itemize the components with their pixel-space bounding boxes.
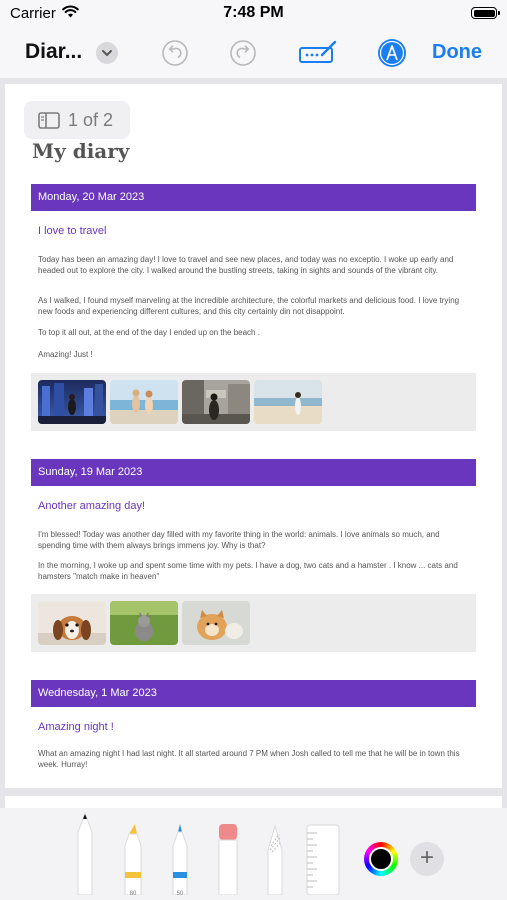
- sidebar-icon: [38, 112, 60, 129]
- photo-gallery: [31, 373, 476, 431]
- entry-title: Amazing night !: [38, 721, 114, 733]
- pen-size-label: 50: [176, 891, 184, 897]
- city-night-photo: [38, 380, 106, 424]
- ruler-tool[interactable]: [305, 823, 341, 900]
- pencil-tool[interactable]: [167, 820, 193, 900]
- entry-date-header: Monday, 20 Mar 2023: [31, 184, 476, 211]
- entry-paragraph: To top it all out, at the end of the day I ended up on the beach .: [38, 328, 260, 337]
- chevron-down-icon[interactable]: [96, 42, 118, 64]
- clock: 7:48 PM: [223, 4, 284, 21]
- add-tool-button[interactable]: +: [410, 842, 444, 876]
- pencil-markup-icon[interactable]: [377, 38, 407, 68]
- entry-paragraph: I'm blessed! Today was another day filled with my favorite thing in the world: animals. I love animals so much, and spending time with them always brings immens joy. Why is that?: [38, 530, 440, 550]
- marker-size-label: 80: [129, 891, 137, 897]
- battery-icon: [471, 7, 497, 19]
- entry-paragraph: As I walked, I found myself marveling at the incredible architecture, the colorful markets and delicious food. I love trying new foods and experiencing different cultures, and this city certainly din not disappoint.: [38, 296, 460, 316]
- entry-title: Another amazing day!: [38, 500, 146, 512]
- undo-icon[interactable]: [160, 38, 190, 68]
- entry-paragraph: What an amazing night I had last night. It all started around 7 PM when Josh called to tell me that he will be in town this week. Hurray!: [38, 749, 460, 769]
- cat-orange-photo: [182, 601, 250, 645]
- entry-date-header: Sunday, 19 Mar 2023: [31, 459, 476, 486]
- diary-title: My diary: [32, 139, 130, 163]
- document-page[interactable]: [5, 84, 502, 788]
- document-canvas[interactable]: [0, 78, 507, 808]
- lasso-tool[interactable]: [262, 820, 288, 900]
- document-title[interactable]: Diar...: [25, 40, 83, 63]
- page-indicator-label: 1 of 2: [68, 110, 114, 130]
- entry-paragraph: Today has been an amazing day! I love to travel and see new places, and today was no exceptio. I woke up early and headed out to explore the city. I walked around the bustling streets, taking in sights and sounds of the vibrant city.: [38, 255, 454, 275]
- eraser-tool[interactable]: [215, 820, 241, 900]
- cat-grass-photo: [110, 601, 178, 645]
- markup-signature-icon[interactable]: [298, 38, 338, 68]
- markup-tool-palette: [0, 808, 507, 900]
- status-bar: [0, 0, 507, 28]
- city-street-photo: [182, 380, 250, 424]
- beach-friends-photo: [110, 380, 178, 424]
- top-toolbar: [0, 28, 507, 78]
- redo-icon[interactable]: [228, 38, 258, 68]
- carrier-label: Carrier: [10, 5, 56, 22]
- pen-tool[interactable]: [72, 810, 98, 900]
- photo-gallery: [31, 594, 476, 652]
- entry-paragraph: In the morning, I woke up and spent some time with my pets. I have a dog, two cats and a hamster . I know ... cats and hamsters "match make in heaven": [38, 561, 458, 581]
- dog-photo: [38, 601, 106, 645]
- marker-tool[interactable]: [120, 820, 146, 900]
- entry-date-header: Wednesday, 1 Mar 2023: [31, 680, 476, 707]
- beach-walk-photo: [254, 380, 322, 424]
- page-indicator[interactable]: [24, 101, 130, 139]
- done-button[interactable]: Done: [432, 41, 482, 63]
- entry-title: I love to travel: [38, 225, 107, 237]
- color-picker-button[interactable]: [364, 842, 398, 876]
- entry-paragraph: Amazing! Just !: [38, 350, 93, 359]
